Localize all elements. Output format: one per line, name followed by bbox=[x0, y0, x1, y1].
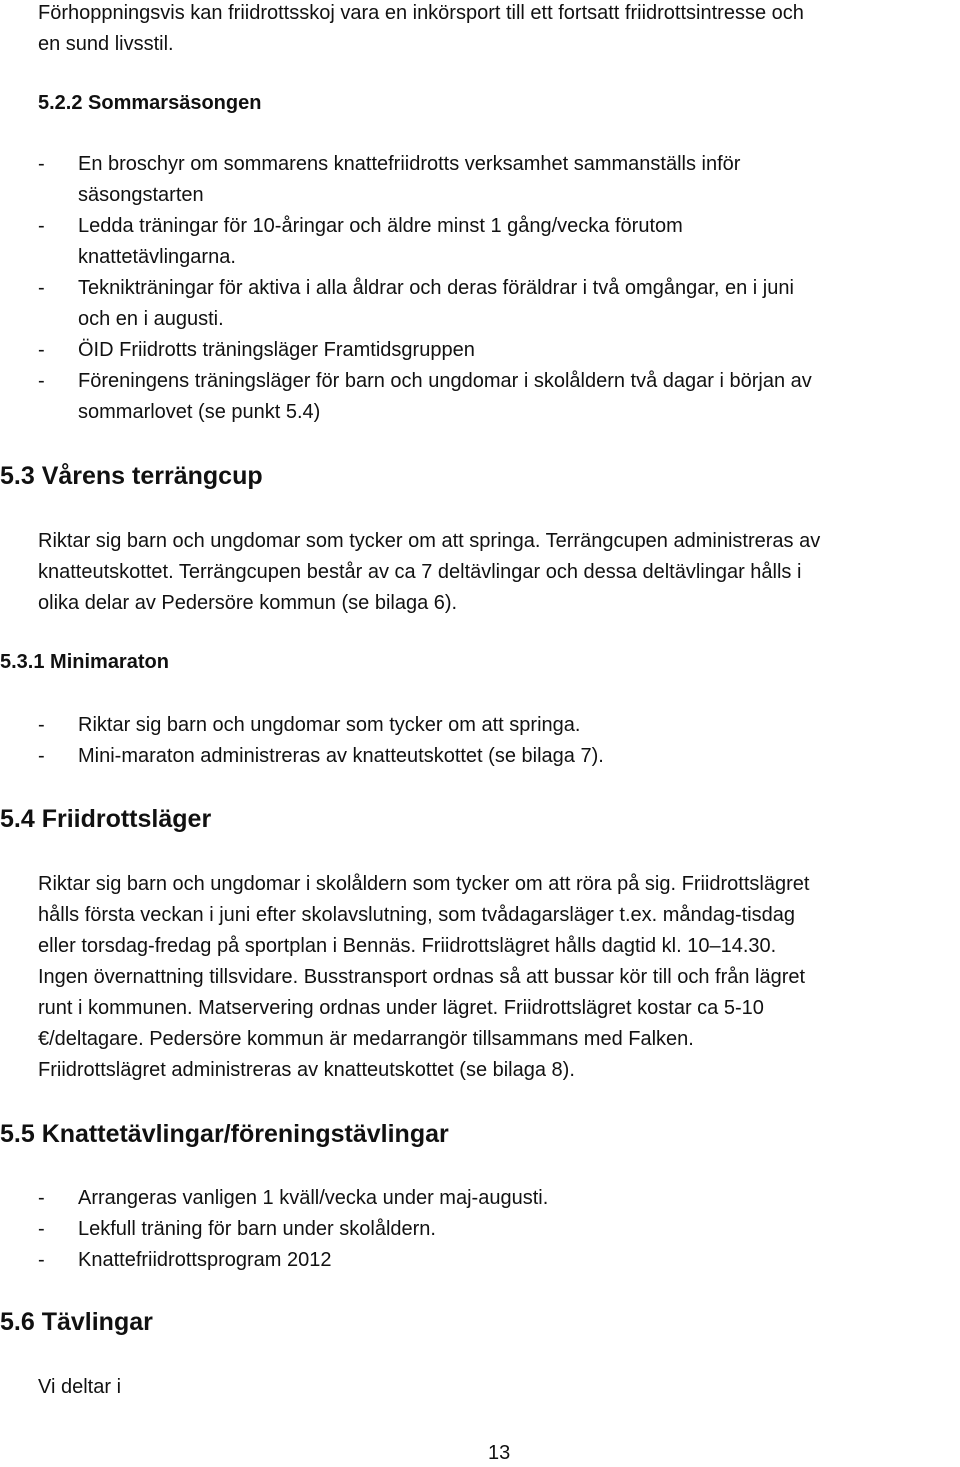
list-bullet: - bbox=[38, 339, 45, 361]
list-item: Föreningens träningsläger för barn och ungdomar i skolåldern två dagar i början av bbox=[78, 370, 812, 392]
list-item: En broschyr om sommarens knattefriidrotts verksamhet sammanställs inför bbox=[78, 153, 741, 175]
list-item: Mini-maraton administreras av knatteutskottet (se bilaga 7). bbox=[78, 745, 604, 767]
page-number: 13 bbox=[488, 1442, 511, 1464]
intro-line: en sund livsstil. bbox=[38, 33, 174, 55]
list-item: säsongstarten bbox=[78, 184, 204, 206]
paragraph-line: eller torsdag-fredag på sportplan i Bennäs. Friidrottslägret hålls dagtid kl. 10–14.30. bbox=[38, 935, 777, 957]
paragraph-line: Friidrottslägret administreras av knatteutskottet (se bilaga 8). bbox=[38, 1059, 575, 1081]
section-heading-5-5: 5.5 Knattetävlingar/föreningstävlingar bbox=[0, 1120, 449, 1148]
paragraph-line: Vi deltar i bbox=[38, 1376, 122, 1398]
list-bullet: - bbox=[38, 745, 45, 767]
list-bullet: - bbox=[38, 153, 45, 175]
list-item: knattetävlingarna. bbox=[78, 246, 236, 268]
intro-line: Förhoppningsvis kan friidrottsskoj vara en inkörsport till ett fortsatt friidrottsintresse och bbox=[38, 2, 804, 24]
paragraph-line: runt i kommunen. Matservering ordnas under lägret. Friidrottslägret kostar ca 5-10 bbox=[38, 997, 764, 1019]
list-bullet: - bbox=[38, 1218, 45, 1240]
list-item: och en i augusti. bbox=[78, 308, 224, 330]
paragraph-line: Ingen övernattning tillsvidare. Busstransport ordnas så att bussar kör till och från lägret bbox=[38, 966, 806, 988]
list-bullet: - bbox=[38, 1249, 45, 1271]
list-item: ÖID Friidrotts träningsläger Framtidsgruppen bbox=[78, 339, 475, 361]
list-bullet: - bbox=[38, 714, 45, 736]
list-item: sommarlovet (se punkt 5.4) bbox=[78, 401, 321, 423]
list-bullet: - bbox=[38, 277, 45, 299]
list-item: Knattefriidrottsprogram 2012 bbox=[78, 1249, 332, 1271]
list-bullet: - bbox=[38, 370, 45, 392]
section-heading-5-2-2: 5.2.2 Sommarsäsongen bbox=[38, 92, 262, 114]
paragraph-line: knatteutskottet. Terrängcupen består av ca 7 deltävlingar och dessa deltävlingar hålls i bbox=[38, 561, 802, 583]
paragraph-line: hålls första veckan i juni efter skolavslutning, som tvådagarsläger t.ex. måndag-tisdag bbox=[38, 904, 796, 926]
list-bullet: - bbox=[38, 1187, 45, 1209]
list-item: Riktar sig barn och ungdomar som tycker om att springa. bbox=[78, 714, 581, 736]
list-item: Arrangeras vanligen 1 kväll/vecka under maj-augusti. bbox=[78, 1187, 549, 1209]
section-heading-5-3: 5.3 Vårens terrängcup bbox=[0, 462, 263, 490]
paragraph-line: olika delar av Pedersöre kommun (se bilaga 6). bbox=[38, 592, 458, 614]
list-item: Lekfull träning för barn under skolåldern. bbox=[78, 1218, 436, 1240]
paragraph-line: €/deltagare. Pedersöre kommun är medarrangör tillsammans med Falken. bbox=[38, 1028, 694, 1050]
section-heading-5-4: 5.4 Friidrottsläger bbox=[0, 805, 212, 833]
section-heading-5-6: 5.6 Tävlingar bbox=[0, 1308, 153, 1336]
paragraph-line: Riktar sig barn och ungdomar som tycker om att springa. Terrängcupen administreras av bbox=[38, 530, 821, 552]
section-heading-5-3-1: 5.3.1 Minimaraton bbox=[0, 651, 169, 673]
paragraph-line: Riktar sig barn och ungdomar i skolåldern som tycker om att röra på sig. Friidrottslägret bbox=[38, 873, 810, 895]
list-item: Teknikträningar för aktiva i alla åldrar och deras föräldrar i två omgångar, en i juni bbox=[78, 277, 794, 299]
list-item: Ledda träningar för 10-åringar och äldre minst 1 gång/vecka förutom bbox=[78, 215, 683, 237]
list-bullet: - bbox=[38, 215, 45, 237]
